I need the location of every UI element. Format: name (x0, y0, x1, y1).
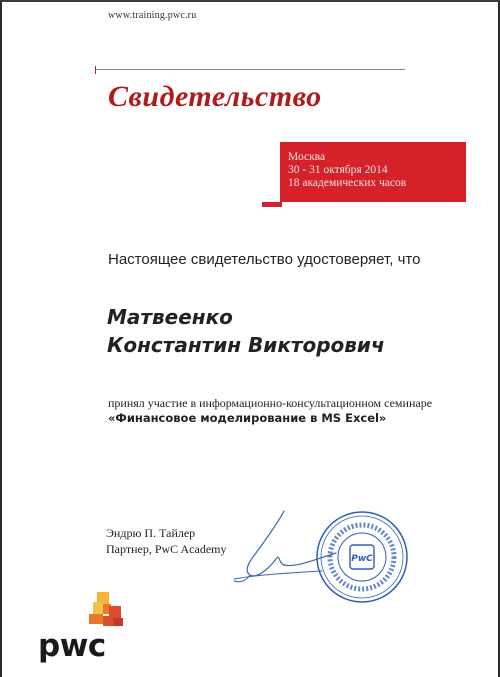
event-details-box-tab (262, 202, 282, 207)
event-hours: 18 академических часов (288, 177, 407, 189)
participation-text: принял участие в информационно-консультационном семинаре (108, 396, 433, 410)
recipient-given-names: Константин Викторович (107, 333, 385, 357)
signatory-name: Эндрю П. Тайлер (106, 526, 196, 540)
top-rule-tick (95, 66, 96, 74)
participation-statement (108, 396, 458, 426)
official-stamp (312, 507, 412, 612)
event-details (288, 151, 406, 190)
scan-edge-top (0, 0, 500, 2)
course-title: «Финансовое моделирование в MS Excel» (108, 411, 387, 425)
pwc-logo-text: pwc (38, 628, 106, 664)
certificate-title: Свидетельство (108, 80, 322, 113)
stamp-center-text: PwC (351, 554, 373, 564)
top-rule (95, 69, 405, 70)
scan-edge-left (0, 0, 2, 677)
event-dates: 30 - 31 октября 2014 (288, 164, 388, 176)
certify-statement: Настоящее свидетельство удостоверяет, что (108, 251, 421, 268)
event-city: Москва (288, 151, 326, 163)
website-url: www.training.pwc.ru (108, 10, 197, 21)
recipient-name (107, 303, 385, 359)
signatory-block (106, 525, 227, 557)
signatory-role: Партнер, PwC Academy (106, 542, 227, 556)
recipient-surname: Матвеенко (107, 305, 233, 329)
